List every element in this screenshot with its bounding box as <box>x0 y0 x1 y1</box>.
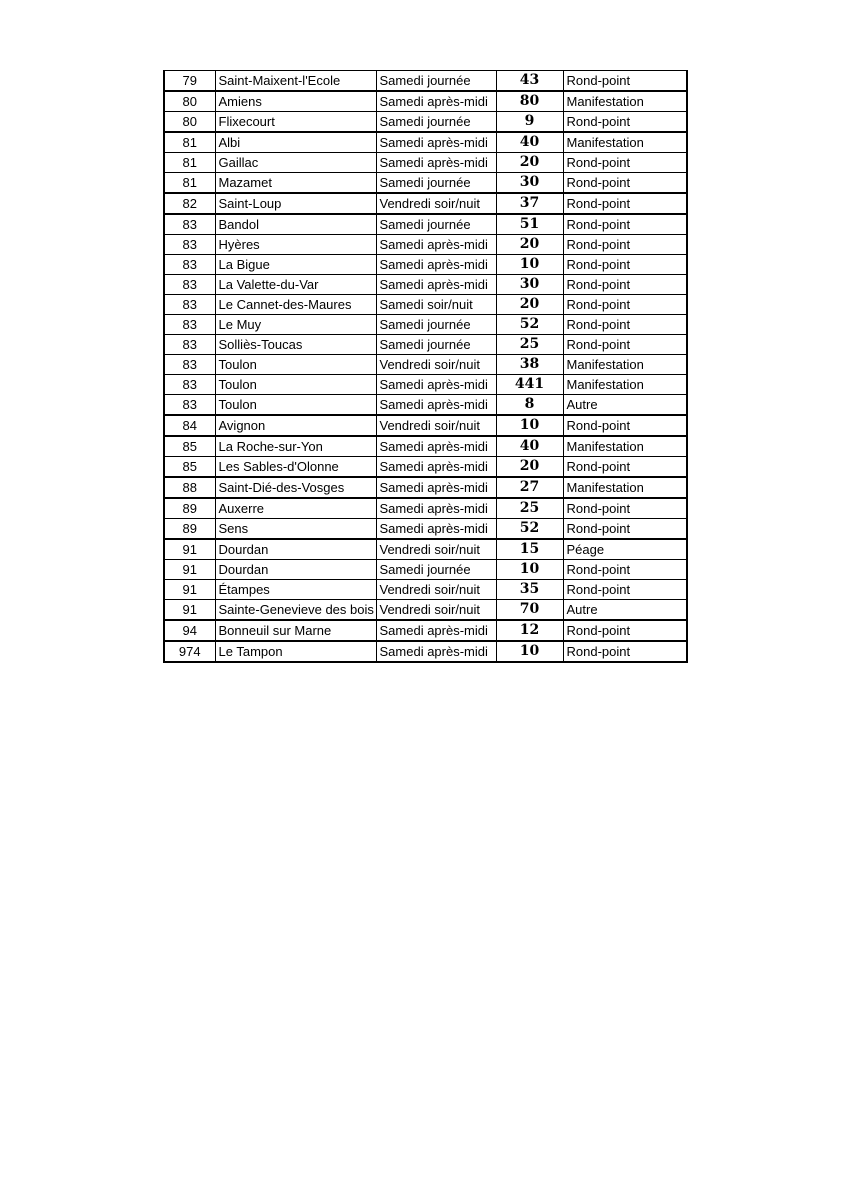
commune-cell: Étampes <box>215 580 376 600</box>
commune-cell: La Roche-sur-Yon <box>215 436 376 457</box>
table-row <box>164 620 687 641</box>
commune-cell: Flixecourt <box>215 112 376 133</box>
count-cell: 51 <box>496 214 563 235</box>
table-row <box>164 600 687 621</box>
dept-cell: 89 <box>164 498 215 519</box>
moment-cell: Samedi après-midi <box>376 395 496 416</box>
type-cell: Rond-point <box>563 560 687 580</box>
moment-cell: Vendredi soir/nuit <box>376 600 496 621</box>
moment-cell: Samedi après-midi <box>376 641 496 662</box>
count-cell: 441 <box>496 375 563 395</box>
count-cell: 52 <box>496 519 563 540</box>
data-table <box>163 70 688 663</box>
type-cell: Rond-point <box>563 620 687 641</box>
count-cell: 12 <box>496 620 563 641</box>
commune-cell: Sainte-Genevieve des bois <box>215 600 376 621</box>
moment-cell: Samedi après-midi <box>376 275 496 295</box>
commune-cell: La Valette-du-Var <box>215 275 376 295</box>
dept-cell: 80 <box>164 91 215 112</box>
dept-cell: 83 <box>164 275 215 295</box>
count-cell: 9 <box>496 112 563 133</box>
table-row <box>164 235 687 255</box>
commune-cell: Auxerre <box>215 498 376 519</box>
dept-cell: 80 <box>164 112 215 133</box>
moment-cell: Vendredi soir/nuit <box>376 415 496 436</box>
count-cell: 10 <box>496 560 563 580</box>
moment-cell: Samedi journée <box>376 112 496 133</box>
commune-cell: Toulon <box>215 375 376 395</box>
commune-cell: Albi <box>215 132 376 153</box>
moment-cell: Samedi après-midi <box>376 255 496 275</box>
dept-cell: 85 <box>164 436 215 457</box>
table-row <box>164 255 687 275</box>
moment-cell: Samedi après-midi <box>376 457 496 478</box>
dept-cell: 81 <box>164 173 215 194</box>
table-row <box>164 355 687 375</box>
commune-cell: Le Cannet-des-Maures <box>215 295 376 315</box>
commune-cell: Gaillac <box>215 153 376 173</box>
table-row <box>164 132 687 153</box>
type-cell: Rond-point <box>563 498 687 519</box>
dept-cell: 83 <box>164 335 215 355</box>
commune-cell: Bonneuil sur Marne <box>215 620 376 641</box>
table-body <box>164 71 687 663</box>
count-cell: 10 <box>496 415 563 436</box>
table-row <box>164 193 687 214</box>
type-cell: Rond-point <box>563 71 687 92</box>
commune-cell: Saint-Dié-des-Vosges <box>215 477 376 498</box>
moment-cell: Samedi après-midi <box>376 91 496 112</box>
table-row <box>164 275 687 295</box>
count-cell: 20 <box>496 153 563 173</box>
dept-cell: 79 <box>164 71 215 92</box>
type-cell: Manifestation <box>563 375 687 395</box>
dept-cell: 81 <box>164 153 215 173</box>
count-cell: 10 <box>496 641 563 662</box>
moment-cell: Samedi après-midi <box>376 375 496 395</box>
commune-cell: Sens <box>215 519 376 540</box>
count-cell: 70 <box>496 600 563 621</box>
type-cell: Rond-point <box>563 315 687 335</box>
table-row <box>164 71 687 92</box>
count-cell: 8 <box>496 395 563 416</box>
type-cell: Rond-point <box>563 335 687 355</box>
count-cell: 27 <box>496 477 563 498</box>
table-row <box>164 436 687 457</box>
commune-cell: Les Sables-d'Olonne <box>215 457 376 478</box>
type-cell: Manifestation <box>563 477 687 498</box>
dept-cell: 83 <box>164 355 215 375</box>
dept-cell: 85 <box>164 457 215 478</box>
dept-cell: 83 <box>164 255 215 275</box>
table-row <box>164 91 687 112</box>
type-cell: Autre <box>563 395 687 416</box>
count-cell: 37 <box>496 193 563 214</box>
dept-cell: 974 <box>164 641 215 662</box>
type-cell: Rond-point <box>563 112 687 133</box>
moment-cell: Samedi après-midi <box>376 498 496 519</box>
dept-cell: 88 <box>164 477 215 498</box>
dept-cell: 89 <box>164 519 215 540</box>
moment-cell: Samedi après-midi <box>376 519 496 540</box>
moment-cell: Samedi après-midi <box>376 153 496 173</box>
table-row <box>164 395 687 416</box>
dept-cell: 83 <box>164 315 215 335</box>
type-cell: Manifestation <box>563 436 687 457</box>
commune-cell: Hyères <box>215 235 376 255</box>
moment-cell: Samedi journée <box>376 214 496 235</box>
count-cell: 80 <box>496 91 563 112</box>
count-cell: 38 <box>496 355 563 375</box>
moment-cell: Samedi après-midi <box>376 436 496 457</box>
dept-cell: 83 <box>164 295 215 315</box>
moment-cell: Samedi journée <box>376 560 496 580</box>
table-row <box>164 560 687 580</box>
type-cell: Péage <box>563 539 687 560</box>
count-cell: 43 <box>496 71 563 92</box>
dept-cell: 82 <box>164 193 215 214</box>
moment-cell: Samedi après-midi <box>376 477 496 498</box>
type-cell: Rond-point <box>563 641 687 662</box>
type-cell: Rond-point <box>563 275 687 295</box>
table-row <box>164 477 687 498</box>
table-row <box>164 641 687 662</box>
commune-cell: Mazamet <box>215 173 376 194</box>
commune-cell: Toulon <box>215 395 376 416</box>
moment-cell: Samedi après-midi <box>376 235 496 255</box>
commune-cell: Amiens <box>215 91 376 112</box>
table-row <box>164 112 687 133</box>
commune-cell: Saint-Maixent-l'Ecole <box>215 71 376 92</box>
commune-cell: Solliès-Toucas <box>215 335 376 355</box>
type-cell: Rond-point <box>563 214 687 235</box>
type-cell: Rond-point <box>563 295 687 315</box>
table-row <box>164 315 687 335</box>
dept-cell: 83 <box>164 395 215 416</box>
table-row <box>164 173 687 194</box>
moment-cell: Vendredi soir/nuit <box>376 539 496 560</box>
type-cell: Manifestation <box>563 355 687 375</box>
dept-cell: 84 <box>164 415 215 436</box>
type-cell: Autre <box>563 600 687 621</box>
type-cell: Rond-point <box>563 193 687 214</box>
dept-cell: 81 <box>164 132 215 153</box>
type-cell: Rond-point <box>563 415 687 436</box>
table-row <box>164 335 687 355</box>
count-cell: 20 <box>496 457 563 478</box>
dept-cell: 83 <box>164 375 215 395</box>
count-cell: 10 <box>496 255 563 275</box>
commune-cell: Bandol <box>215 214 376 235</box>
table-row <box>164 415 687 436</box>
dept-cell: 83 <box>164 235 215 255</box>
moment-cell: Vendredi soir/nuit <box>376 580 496 600</box>
table-row <box>164 457 687 478</box>
count-cell: 25 <box>496 498 563 519</box>
count-cell: 52 <box>496 315 563 335</box>
count-cell: 20 <box>496 295 563 315</box>
commune-cell: Avignon <box>215 415 376 436</box>
count-cell: 30 <box>496 173 563 194</box>
type-cell: Rond-point <box>563 255 687 275</box>
table-row <box>164 295 687 315</box>
count-cell: 40 <box>496 132 563 153</box>
commune-cell: Le Muy <box>215 315 376 335</box>
table-row <box>164 214 687 235</box>
moment-cell: Vendredi soir/nuit <box>376 193 496 214</box>
commune-cell: Saint-Loup <box>215 193 376 214</box>
count-cell: 25 <box>496 335 563 355</box>
dept-cell: 91 <box>164 580 215 600</box>
moment-cell: Samedi après-midi <box>376 132 496 153</box>
count-cell: 15 <box>496 539 563 560</box>
commune-cell: La Bigue <box>215 255 376 275</box>
moment-cell: Samedi journée <box>376 315 496 335</box>
dept-cell: 91 <box>164 560 215 580</box>
count-cell: 30 <box>496 275 563 295</box>
type-cell: Rond-point <box>563 235 687 255</box>
moment-cell: Samedi après-midi <box>376 620 496 641</box>
type-cell: Manifestation <box>563 91 687 112</box>
table-row <box>164 580 687 600</box>
type-cell: Rond-point <box>563 519 687 540</box>
moment-cell: Vendredi soir/nuit <box>376 355 496 375</box>
table-row <box>164 539 687 560</box>
moment-cell: Samedi soir/nuit <box>376 295 496 315</box>
type-cell: Rond-point <box>563 173 687 194</box>
table-row <box>164 375 687 395</box>
table-row <box>164 498 687 519</box>
table-row <box>164 519 687 540</box>
moment-cell: Samedi journée <box>376 173 496 194</box>
table-row <box>164 153 687 173</box>
count-cell: 40 <box>496 436 563 457</box>
type-cell: Rond-point <box>563 580 687 600</box>
count-cell: 20 <box>496 235 563 255</box>
moment-cell: Samedi journée <box>376 335 496 355</box>
commune-cell: Toulon <box>215 355 376 375</box>
dept-cell: 91 <box>164 600 215 621</box>
type-cell: Rond-point <box>563 457 687 478</box>
dept-cell: 91 <box>164 539 215 560</box>
type-cell: Manifestation <box>563 132 687 153</box>
type-cell: Rond-point <box>563 153 687 173</box>
count-cell: 35 <box>496 580 563 600</box>
commune-cell: Dourdan <box>215 539 376 560</box>
commune-cell: Le Tampon <box>215 641 376 662</box>
commune-cell: Dourdan <box>215 560 376 580</box>
dept-cell: 83 <box>164 214 215 235</box>
moment-cell: Samedi journée <box>376 71 496 92</box>
dept-cell: 94 <box>164 620 215 641</box>
